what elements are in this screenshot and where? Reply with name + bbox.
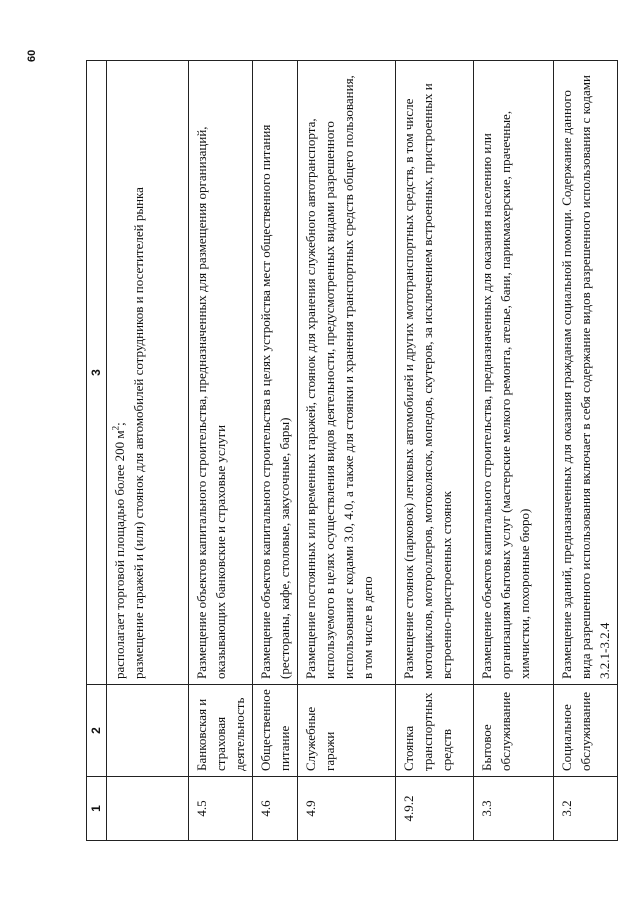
row-description-line: размещение гаражей и (или) стоянок для автомобилей сотрудников и посетителей рынка: [131, 187, 146, 679]
row-description-line: располагает торговой площадью более 200 $м^2$;: [110, 422, 127, 679]
superscript: 2: [110, 425, 121, 431]
row-name: Бытовое обслуживание: [474, 685, 554, 777]
row-code: [107, 777, 189, 841]
row-code: 3.3: [474, 777, 554, 841]
row-code: 4.5: [189, 777, 253, 841]
row-name: Стоянка транспортных средств: [396, 685, 474, 777]
table-row: [554, 61, 618, 841]
row-code: 4.9.2: [396, 777, 474, 841]
row-name: Служебные гаражи: [298, 685, 396, 777]
row-code: 3.2: [554, 777, 618, 841]
row-description: Размещение зданий, предназначенных для оказания гражданам социальной помощи. Содержание данного вида разрешенного использования включает в себя содержание видов разрешенного использования с кодами 3.2.1-3.2.4: [554, 61, 618, 685]
table-row: [396, 61, 474, 841]
header-col-1: 1: [87, 777, 107, 841]
row-name: [107, 685, 189, 777]
header-col-2: 2: [87, 685, 107, 777]
row-description: Размещение объектов капитального строительства в целях устройства мест общественного питания (рестораны, кафе, столовые, закусочные, бары): [253, 61, 298, 685]
row-name: Банковская и страховая деятельность: [189, 685, 253, 777]
row-description: [107, 61, 189, 685]
land-use-table: [86, 61, 612, 841]
row-name: Общественное питание: [253, 685, 298, 777]
header-col-3: 3: [87, 61, 107, 685]
row-code: 4.6: [253, 777, 298, 841]
row-description: Размещение стоянок (парковок) легковых автомобилей и других мототранспортных средств, в том числе мотоциклов, мотороллеров, мотоколясок, мопедов, скутеров, за исключением встроенных, пристроенных и встроенно-пристроенных стоянок: [396, 61, 474, 685]
header-row: [87, 61, 107, 841]
table-row: [189, 61, 253, 841]
table-row: [253, 61, 298, 841]
table-row: [474, 61, 554, 841]
row-code: 4.9: [298, 777, 396, 841]
row-description: Размещение постоянных или временных гаражей, стоянок для хранения служебного автотранспорта, используемого в целях осуществления видов деятельности, предусмотренных видами разрешенного использования с кодами 3.0, 4.0, а также для стоянки и хранения транспортных средств общего пользования, в том числе в депо: [298, 61, 396, 685]
row-name: Социальное обслуживание: [554, 685, 618, 777]
row-description: Размещение объектов капитального строительства, предназначенных для размещения организаций, оказывающих банковские и страховые услуги: [189, 61, 253, 685]
table-row: [298, 61, 396, 841]
table-row: [107, 61, 189, 841]
page-number: 60: [26, 49, 38, 62]
row-description: Размещение объектов капитального строительства, предназначенных для оказания населению или организациям бытовых услуг (мастерские мелкого ремонта, ателье, бани, парикмахерские, прачечные, химчистки, похоронные бюро): [474, 61, 554, 685]
